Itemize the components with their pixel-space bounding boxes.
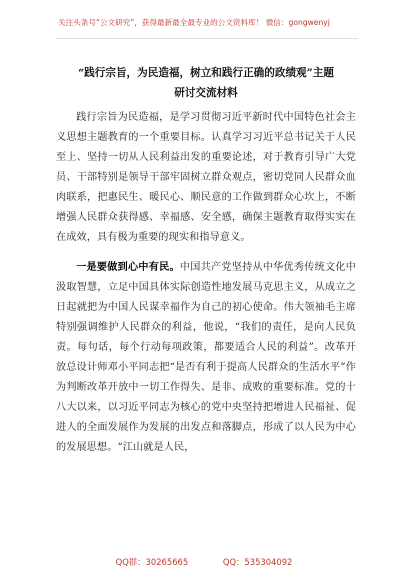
footer-qq-group: QQ群：30265665 bbox=[115, 557, 189, 567]
paragraph-2-body: 中国共产党坚持从中华优秀传统文化中汲取智慧，立足中国具体实际创造性地发展马克思主义，从成立之日起就把为中国人民谋幸福作为自己的初心使命。伟大领袖毛主席特别强调维护人民群众的利益，他说，“我们的责任，是向人民负责。每句话，每个行动每项政策，都要适合人民的利益”。改革开放总设计师邓小平同志把“是否有利于提高人民群众的生活水平”作为判断改革开放中一切工作得失、是非、成败的重要标准。党的十八大以来，以习近平同志为核心的党中央坚持把增进人民福祉、促进人的全面发展作为发展的出发点和落脚点，形成了以人民为中心的发展思想。“江山就是人民， bbox=[56, 262, 356, 453]
title-line-1: “践行宗旨，为民造福，树立和践行正确的政绩观”主题 bbox=[78, 67, 334, 79]
header-notice: 关注头条号“公文研究”，获得最新最全最专业的公文资料库！ 微信：gongwenyj bbox=[58, 18, 330, 27]
header-divider bbox=[56, 38, 358, 39]
title-line-2: 研讨交流材料 bbox=[174, 87, 238, 99]
paragraph-2 bbox=[56, 258, 356, 458]
footer-contact bbox=[0, 556, 408, 568]
document-title bbox=[56, 63, 356, 103]
footer-qq: QQ：535304092 bbox=[222, 557, 293, 567]
document-body bbox=[56, 108, 356, 468]
paragraph-1: 践行宗旨为民造福，是学习贯彻习近平新时代中国特色社会主义思想主题教育的一个重要目标。认真学习习近平总书记关于人民至上、坚持一切从人民利益出发的重要论述，对于教育引导广大党员、干部特别是领导干部牢固树立群众观点，密切党同人民群众血肉联系，把惠民生、暖民心、顺民意的工作做到群众心坎上，不断增强人民群众获得感、幸福感、安全感，确保主题教育取得实实在在成效，具有极为重要的现实和指导意义。 bbox=[56, 112, 356, 243]
paragraph-2-lead: 一是要做到心中有民。 bbox=[76, 262, 180, 273]
